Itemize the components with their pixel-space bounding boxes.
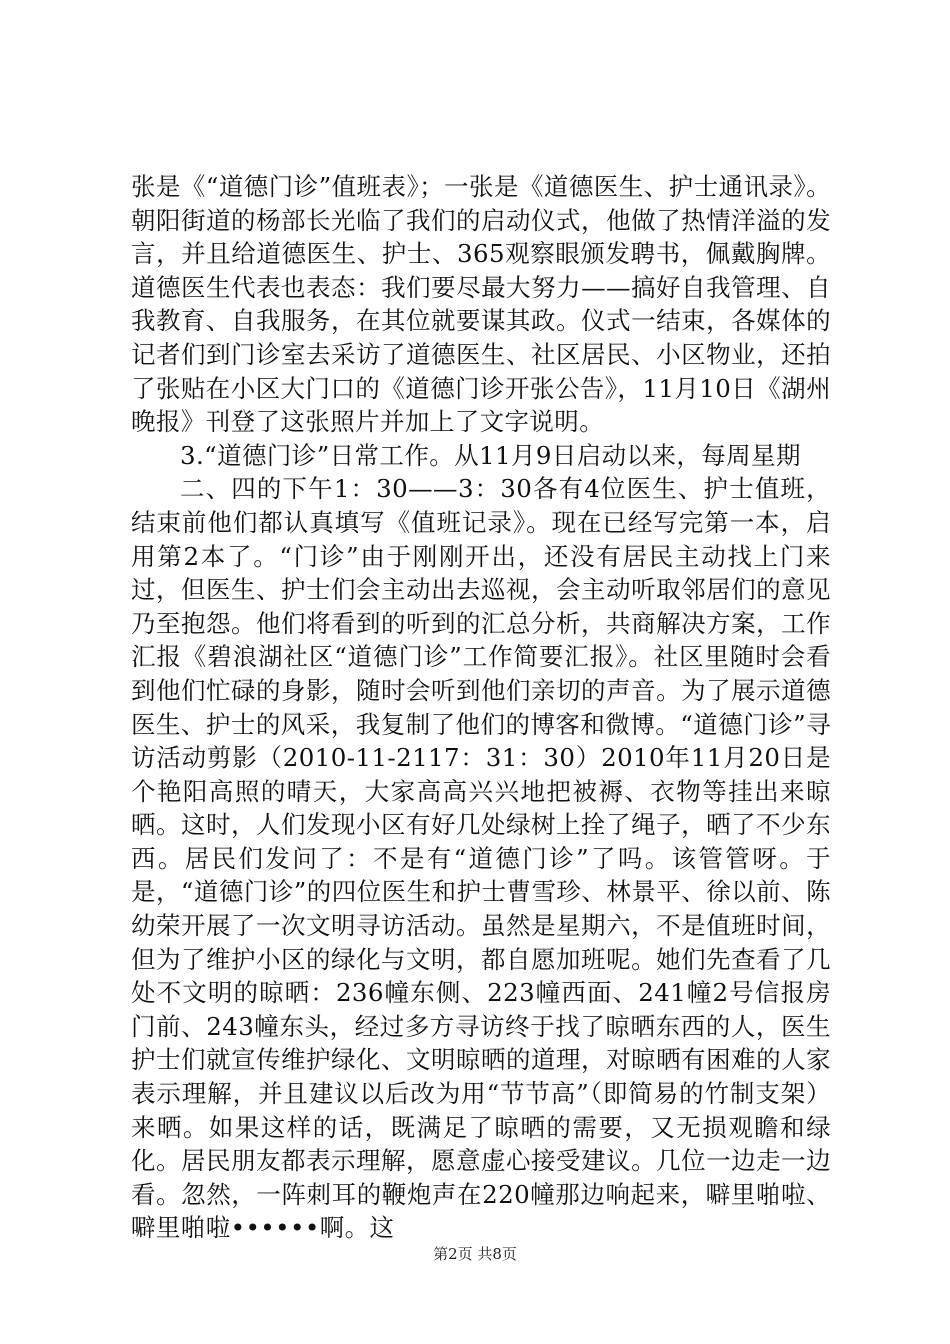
paragraph-continued: 张是《“道德门诊”值班表》；一张是《道德医生、护士通讯录》。朝阳街道的杨部长光临了我们的启动仪式，他做了热情洋溢的发言，并且给道德医生、护士、365观察眼颁发聘书，佩戴胸牌。道德医生代表也表态：我们要尽最大努力——搞好自我管理、自我教育、自我服务，在其位就要谋其政。仪式一结束，各媒体的记者们到门诊室去采访了道德医生、社区居民、小区物业，还拍了张贴在小区大门口的《道德门诊开张公告》，11月10日《湖州晚报》刊登了这张照片并加上了文字说明。 xyxy=(131,172,831,437)
paragraph-duty-schedule: 二、四的下午1：30——3：30各有4位医生、护士值班，结束前他们都认真填写《值班记录》。现在已经写完第一本，启用第2本了。“门诊”由于刚刚开出，还没有居民主动找上门来过，但医生、护士们会主动出去巡视，会主动听取邻居们的意见乃至抱怨。他们将看到的听到的汇总分析，共商解决方案，工作汇报《碧浪湖社区“道德门诊”工作简要汇报》。社区里随时会看到他们忙碌的身影，随时会听到他们亲切的声音。为了展示道德医生、护士的风采，我复制了他们的博客和微博。“道德门诊”寻访活动剪影（2010-11-2117：31：30）2010年11月20日是个艳阳高照的晴天，大家高高兴兴地把被褥、衣物等挂出来晾晒。这时，人们发现小区有好几处绿树上拴了绳子，晒了不少东西。居民们发问了：不是有“道德门诊”了吗。该管管呀。于是，“道德门诊”的四位医生和护士曹雪珍、林景平、徐以前、陈幼荣开展了一次文明寻访活动。虽然是星期六，不是值班时间，但为了维护小区的绿化与文明，都自愿加班呢。她们先查看了几处不文明的晾晒：236幢东侧、223幢西面、241幢2号信报房门前、243幢东头，经过多方寻访终于找了晾晒东西的人，医生护士们就宣传维护绿化、文明晾晒的道理，对晾晒有困难的人家表示理解，并且建议以后改为用“节节高”（即简易的竹制支架）来晒。如果这样的话，既满足了晾晒的需要，又无损观瞻和绿化。居民朋友都表示理解，愿意虚心接受建议。几位一边走一边看。忽然，一阵刺耳的鞭炮声在220幢那边响起来，噼里啪啦、噼里啪啦••••••啊。这 xyxy=(131,474,831,1243)
page-number-footer: 第2页 共8页 xyxy=(433,1245,517,1263)
paragraph-daily-work: 3.“道德门诊”日常工作。从11月9日启动以来，每周星期 xyxy=(180,440,801,470)
document-body xyxy=(131,170,831,1245)
